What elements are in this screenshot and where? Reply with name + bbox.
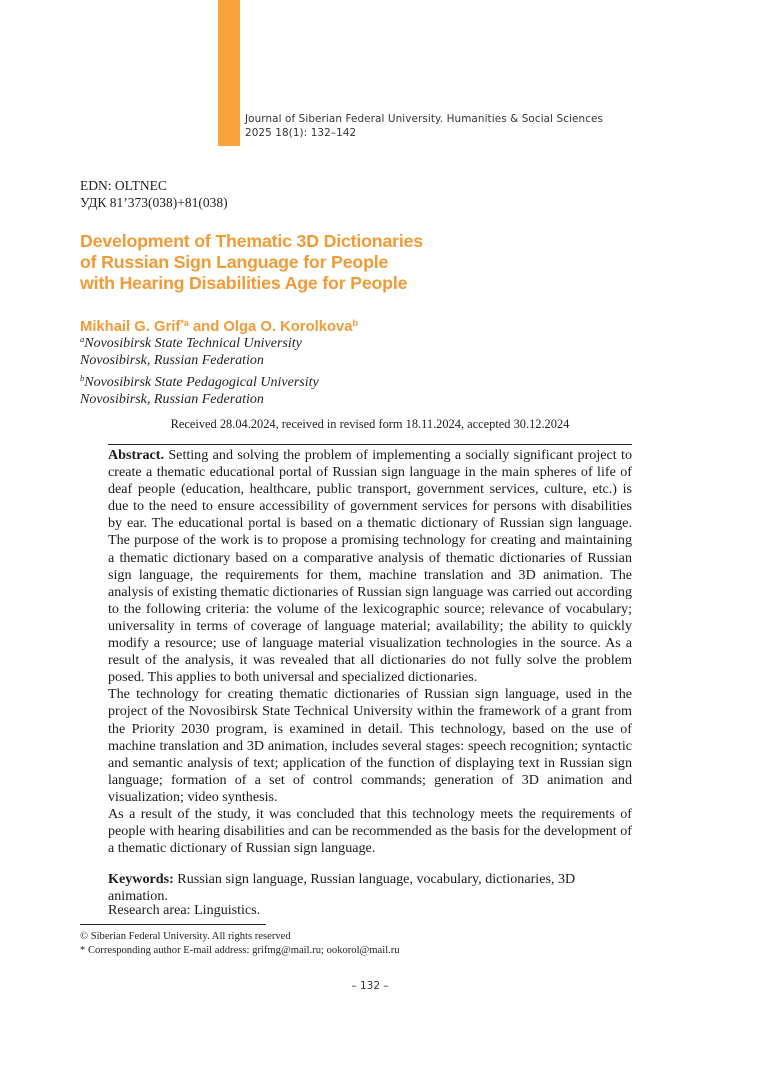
- title-line-2: of Russian Sign Language for People: [80, 252, 389, 272]
- corresponding-author-note: * Corresponding author E-mail address: grifmg@mail.ru; ookorol@mail.ru: [80, 945, 400, 956]
- author-1: Mikhail G. Grif: [80, 319, 181, 335]
- article-identifiers: [80, 177, 228, 211]
- keywords-label: Keywords:: [108, 871, 174, 887]
- header-accent-bar: [218, 0, 240, 146]
- footnote-rule: [80, 924, 266, 925]
- received-dates: Received 28.04.2024, received in revised form 18.11.2024, accepted 30.12.2024: [170, 417, 570, 431]
- affiliation-2-marker: b: [80, 372, 85, 383]
- title-line-3: with Hearing Disabilities Age for People: [80, 273, 408, 293]
- edn-code: EDN: OLTNEC: [80, 178, 167, 193]
- keywords-text: Russian sign language, Russian language, vocabulary, dictionaries, 3D animation.: [108, 871, 576, 904]
- affiliation-1-marker: a: [80, 334, 85, 344]
- author-conjunction: and: [188, 319, 224, 335]
- affiliations: [80, 331, 319, 409]
- udk-code: УДК 81’373(038)+81(038): [80, 195, 228, 210]
- research-area: Research area: Linguistics.: [108, 902, 261, 918]
- journal-volume: 2025 18(1): 132–142: [245, 127, 357, 139]
- author-2: Olga O. Korolkova: [223, 319, 353, 335]
- title-line-1: Development of Thematic 3D Dictionaries: [80, 231, 423, 251]
- abstract-paragraph-2: The technology for creating thematic dictionaries of Russian sign language, used in the project of the Novosibirsk State Technical University within the framework of a grant from the Priority 2030 program, is examined in detail. This technology, based on the use of machine translation and 3D animation, includes several stages: speech recognition; syntactic and semantic analysis of text; application of the function of displaying text in Russian sign language; formation of a set of control commands; generation of 3D animation and visualization; video synthesis.: [108, 686, 632, 805]
- abstract-paragraph-1: Abstract. Setting and solving the problem of implementing a socially significant project to create a thematic educational portal of Russian sign language in the main spheres of life of deaf people (education, healthcare, public transport, government services, culture, etc.) is due to the need to ensure accessibility of government services for persons with disabilities by ear. The educational portal is based on a thematic dictionary of Russian sign language. The purpose of the work is to propose a promising technology for creating and maintaining a thematic dictionary based on a comparative analysis of thematic dictionaries of Russian sign language, the requirements for them, machine translation and 3D animation. The analysis of existing thematic dictionaries of Russian sign language was carried out according to the following criteria: the volume of the lexicographic source; relevance of vocabulary; universality in terms of coverage of language material; availability; the ability to quickly modify a resource; use of language material visualization technologies in the source. As a result of the analysis, it was revealed that all dictionaries do not fully solve the problem posed. This applies to both universal and specialized dictionaries.: [108, 447, 632, 686]
- author-1-marker: *a: [180, 318, 189, 328]
- article-title: [80, 231, 600, 294]
- page-number: – 132 –: [351, 980, 389, 992]
- abstract-paragraph-3: As a result of the study, it was concluded that this technology meets the requirements of people with hearing disabilities and can be recommended as the basis for the development of a thematic dictionary of Russian sign language.: [108, 805, 632, 857]
- journal-name: Journal of Siberian Federal University. Humanities & Social Sciences: [245, 113, 604, 125]
- author-2-marker: b: [352, 318, 358, 328]
- affiliation-2-place: Novosibirsk, Russian Federation: [80, 392, 264, 408]
- abstract: [108, 447, 632, 857]
- affiliation-1-name: $^a$Novosibirsk State Technical University: [80, 334, 302, 351]
- abstract-top-rule: [108, 444, 632, 445]
- copyright-notice: © Siberian Federal University. All rights reserved: [80, 931, 291, 942]
- keywords: [108, 871, 638, 905]
- journal-citation: [245, 112, 603, 140]
- affiliation-2-name: $^b$Novosibirsk State Pedagogical University: [80, 372, 319, 390]
- footnotes: [80, 930, 400, 958]
- affiliation-1-place: Novosibirsk, Russian Federation: [80, 353, 264, 369]
- abstract-label: Abstract.: [108, 447, 164, 463]
